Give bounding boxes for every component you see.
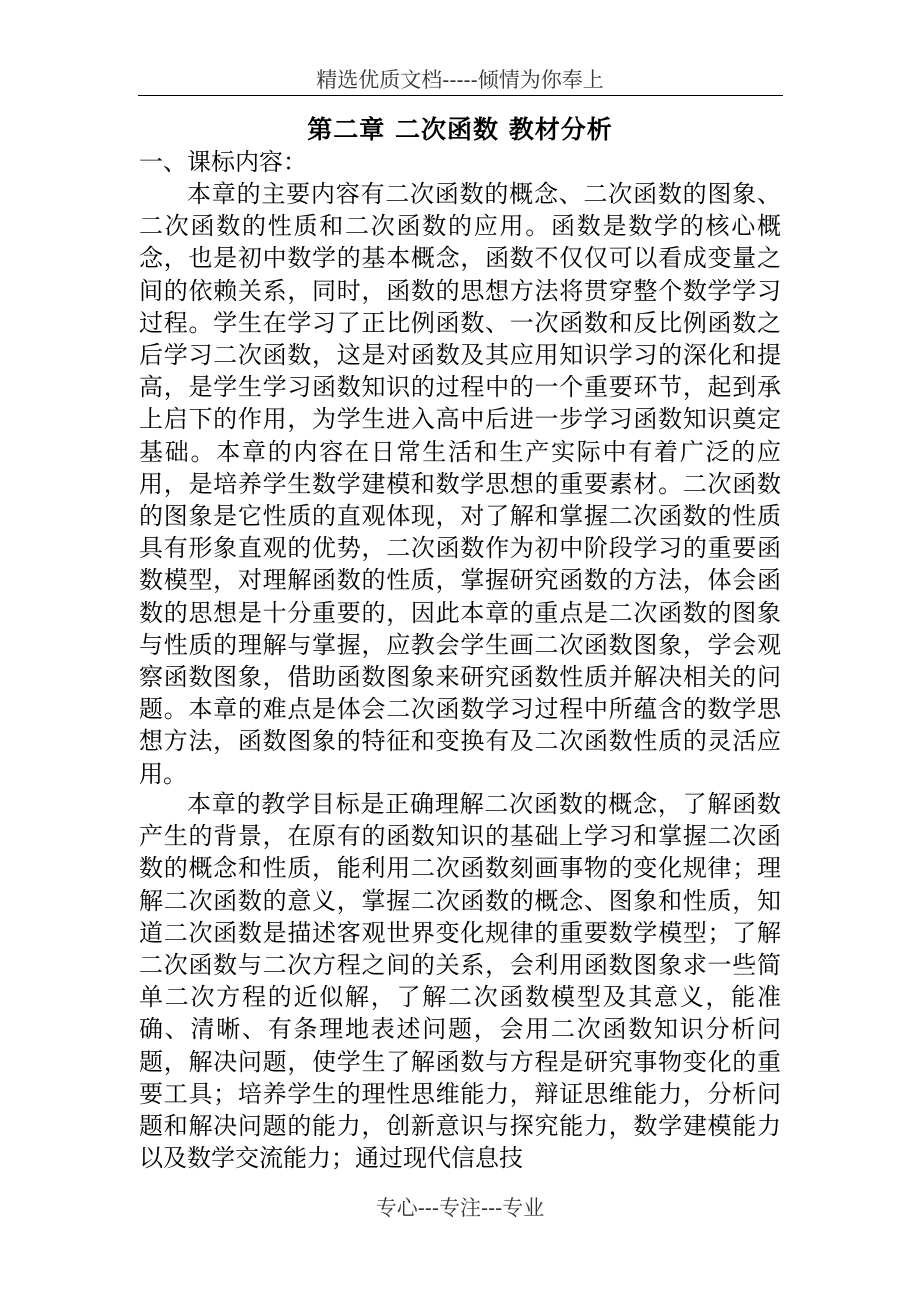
paragraph-2: 本章的教学目标是正确理解二次函数的概念，了解函数产生的背景，在原有的函数知识的基础上学习和掌握二次函数的概念和性质，能利用二次函数刻画事物的变化规律；理解二次函数的意义，掌握二次函数的概念、图象和性质，知道二次函数是描述客观世界变化规律的重要数学模型；了解二次函数与二次方程之间的关系，会利用函数图象求一些简单二次方程的近似解，了解二次函数模型及其意义，能准确、清晰、有条理地表述问题，会用二次函数知识分析问题，解决问题，使学生了解函数与方程是研究事物变化的重要工具；培养学生的理性思维能力，辩证思维能力，分析问题和解决问题的能力，创新意识与探究能力，数学建模能力以及数学交流能力；通过现代信息技 bbox=[139, 790, 781, 1173]
section-heading: 一、课标内容： bbox=[139, 148, 307, 176]
document-title: 第二章 二次函数 教材分析 bbox=[307, 115, 613, 144]
header-divider bbox=[138, 95, 783, 96]
paragraph-1: 本章的主要内容有二次函数的概念、二次函数的图象、二次函数的性质和二次函数的应用。函数是数学的核心概念，也是初中数学的基本概念，函数不仅仅可以看成变量之间的依赖关系，同时，函数的思想方法将贯穿整个数学学习过程。学生在学习了正比例函数、一次函数和反比例函数之后学习二次函数，这是对函数及其应用知识学习的深化和提高，是学生学习函数知识的过程中的一个重要环节，起到承上启下的作用，为学生进入高中后进一步学习函数知识奠定基础。本章的内容在日常生活和生产实际中有着广泛的应用，是培养学生数学建模和数学思想的重要素材。二次函数的图象是它性质的直观体现，对了解和掌握二次函数的性质具有形象直观的优势，二次函数作为初中阶段学习的重要函数模型，对理解函数的性质，掌握研究函数的方法，体会函数的思想是十分重要的，因此本章的重点是二次函数的图象与性质的理解与掌握，应教会学生画二次函数图象，学会观察函数图象，借助函数图象来研究函数性质并解决相关的问题。本章的难点是体会二次函数学习过程中所蕴含的数学思想方法，函数图象的特征和变换有及二次函数性质的灵活应用。 bbox=[139, 180, 781, 788]
page-header: 精选优质文档-----倾情为你奉上 bbox=[316, 68, 604, 92]
page-footer: 专心---专注---专业 bbox=[375, 1196, 545, 1220]
